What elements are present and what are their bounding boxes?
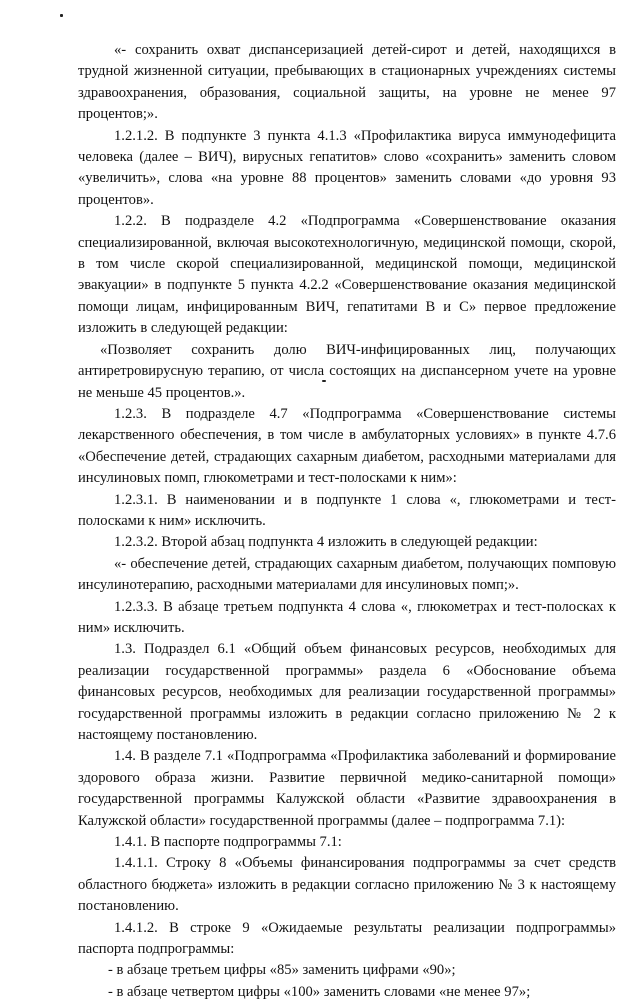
scan-speck bbox=[60, 14, 63, 17]
paragraph: 1.2.3.3. В абзаце третьем подпункта 4 слова «, глюкометрах и тест-полосках к ним» исключить. bbox=[78, 598, 616, 636]
paragraph: «- сохранить охват диспансеризацией детей-сирот и детей, находящихся в трудной жизненной ситуации, пребывающих в стационарных учреждениях системы здравоохранения, образования, социальной защиты, на уровне не менее 97 процентов;». bbox=[78, 42, 616, 123]
paragraph: 1.4.1.1. Строку 8 «Объемы финансирования подпрограммы за счет средств областного бюджета» изложить в редакции согласно приложению № 3 к настоящему постановлению. bbox=[78, 855, 616, 915]
paragraph: 1.2.3.2. Второй абзац подпункта 4 изложить в следующей редакции: bbox=[114, 534, 538, 551]
paragraph: 1.2.1.2. В подпункте 3 пункта 4.1.3 «Профилактика вируса иммунодефицита человека (далее – ВИЧ), вирусных гепатитов» слово «сохранить» заменить словом «увеличить», слова «на уровне 88 процентов» заменить словами «до уровня 93 процентов». bbox=[78, 127, 616, 208]
paragraph: «- обеспечение детей, страдающих сахарным диабетом, получающих помповую инсулинотерапию, расходными материалами для инсулиновых помп;». bbox=[78, 555, 616, 594]
paragraph: - в абзаце третьем цифры «85» заменить цифрами «90»; bbox=[108, 962, 456, 979]
document-body bbox=[78, 40, 616, 1003]
paragraph: 1.2.3.1. В наименовании и в подпункте 1 слова «, глюкометрами и тест-полосками к ним» исключить. bbox=[78, 491, 616, 529]
paragraph: - в абзаце четвертом цифры «100» заменить словами «не менее 97»; bbox=[108, 983, 531, 1000]
paragraph: 1.4.1.2. В строке 9 «Ожидаемые результаты реализации подпрограммы» паспорта подпрограммы: bbox=[78, 919, 616, 958]
paragraph: 1.2.3. В подразделе 4.7 «Подпрограмма «Совершенствование системы лекарственного обеспечения, в том числе в амбулаторных условиях» в пункте 4.7.6 «Обеспечение детей, страдающих сахарным диабетом, расходными материалами для инсулиновых помп, глюкометрами и тест-полосками к ним»: bbox=[78, 405, 616, 487]
paragraph: «Позволяет сохранить долю ВИЧ-инфицированных лиц, получающих антиретровирусную терапию, от числа состоящих на диспансерном учете на уровне не меньше 45 процентов.». bbox=[78, 341, 616, 401]
paragraph: 1.3. Подраздел 6.1 «Общий объем финансовых ресурсов, необходимых для реализации государственной программы» раздела 6 «Обоснование объема финансовых ресурсов, необходимых для реализации государственной программы» государственной программы изложить в редакции согласно приложению № 2 к настоящему постановлению. bbox=[78, 641, 616, 743]
paragraph: 1.2.2. В подразделе 4.2 «Подпрограмма «Совершенствование оказания специализированной, включая высокотехнологичную, медицинской помощи, скорой, в том числе скорой специализированной, медицинской помощи, медицинской эвакуации» в подпункте 5 пункта 4.2.2 «Совершенствование оказания медицинской помощи лицам, инфицированным ВИЧ, гепатитами В и С» первое предложение изложить в следующей редакции: bbox=[78, 213, 616, 337]
paragraph: 1.4.1. В паспорте подпрограммы 7.1: bbox=[114, 834, 342, 851]
paragraph: 1.4. В разделе 7.1 «Подпрограмма «Профилактика заболеваний и формирование здорового образа жизни. Развитие первичной медико-санитарной помощи» государственной программы Калужской области «Развитие здравоохранения в Калужской области» государственной программы (далее – подпрограмма 7.1): bbox=[78, 748, 616, 829]
